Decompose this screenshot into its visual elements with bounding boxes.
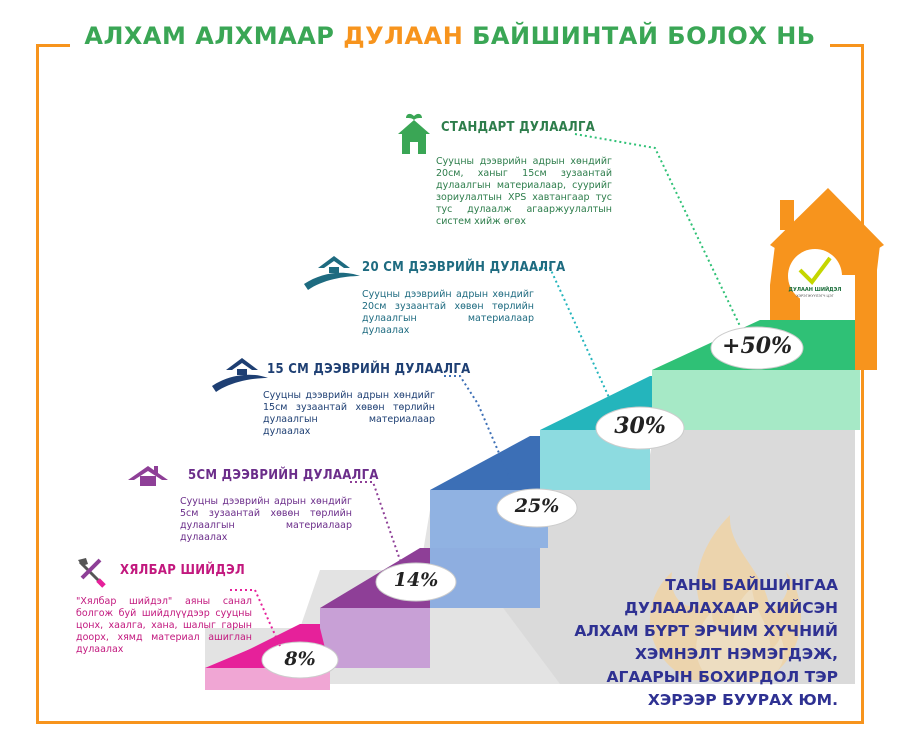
logo-line1: ДУЛААН ШИЙДЭЛ bbox=[788, 287, 842, 293]
pct-step-1: 8% bbox=[284, 648, 316, 670]
eco-house-icon bbox=[398, 114, 430, 154]
pct-step-2: 14% bbox=[393, 569, 439, 591]
pct-step-5: +50% bbox=[722, 333, 792, 359]
desc-step-4: Сууцны дээврийн адрын хөндийг 20см зузаантай хөвөн төрлийн дулаалгын материалаар дулаалах bbox=[362, 289, 534, 336]
desc-step-2: Сууцны дээврийн адрын хөндийг 5см зузаантай хөвөн төрлийн дулаалгын материалаар дулаалах bbox=[180, 496, 352, 543]
label-step-3: 15 СМ ДЭЭВРИЙН ДУЛААЛГА bbox=[267, 362, 471, 377]
label-step-1: ХЯЛБАР ШИЙДЭЛ bbox=[120, 563, 245, 578]
desc-step-1: "Хялбар шийдэл" аяны санал болгож буй шийдлүүдээр сууцны цонх, хаалга, хана, шалыг гарын доорх, хямд материал ашиглан дулаалах bbox=[76, 596, 252, 655]
tools-icon bbox=[78, 558, 104, 586]
pct-step-3: 25% bbox=[514, 495, 560, 517]
house-swoosh-icon bbox=[212, 358, 268, 392]
roof-icon bbox=[128, 466, 168, 486]
bottom-message: ТАНЫ БАЙШИНГАА ДУЛААЛАХААР ХИЙСЭН АЛХАМ БҮРТ ЭРЧИМ ХҮЧНИЙ ХЭМНЭЛТ НЭМЭГДЭЖ, АГААРЫН БОХИРДОЛ ТЭР ХЭРЭЭР БУУРАХ ЮМ. bbox=[574, 576, 838, 709]
logo-line2: ХЭРЭГЖҮҮЛЭГЧ ЦЭГ bbox=[796, 294, 834, 298]
desc-step-5: Сууцны дээврийн адрын хөндийг 20см, ханыг 15см зузаантай дулаалгын материалаар, суурийг зориулалтын XPS хавтангаар тус тус дулаалж агааржуулалтын систем хийж өгөх bbox=[436, 156, 612, 227]
label-step-2: 5СМ ДЭЭВРИЙН ДУЛААЛГА bbox=[188, 468, 379, 483]
house-swoosh-icon-teal bbox=[304, 256, 360, 290]
label-step-5: СТАНДАРТ ДУЛААЛГА bbox=[441, 120, 596, 135]
pct-step-4: 30% bbox=[614, 413, 666, 439]
page-title: АЛХАМ АЛХМААР ДУЛААН БАЙШИНТАЙ БОЛОХ НЬ bbox=[70, 22, 829, 50]
label-step-4: 20 СМ ДЭЭВРИЙН ДУЛААЛГА bbox=[362, 260, 566, 275]
desc-step-3: Сууцны дээврийн адрын хөндийг 15см зузаантай хөвөн төрлийн дулаалгын материалаар дулаалах bbox=[263, 390, 435, 437]
